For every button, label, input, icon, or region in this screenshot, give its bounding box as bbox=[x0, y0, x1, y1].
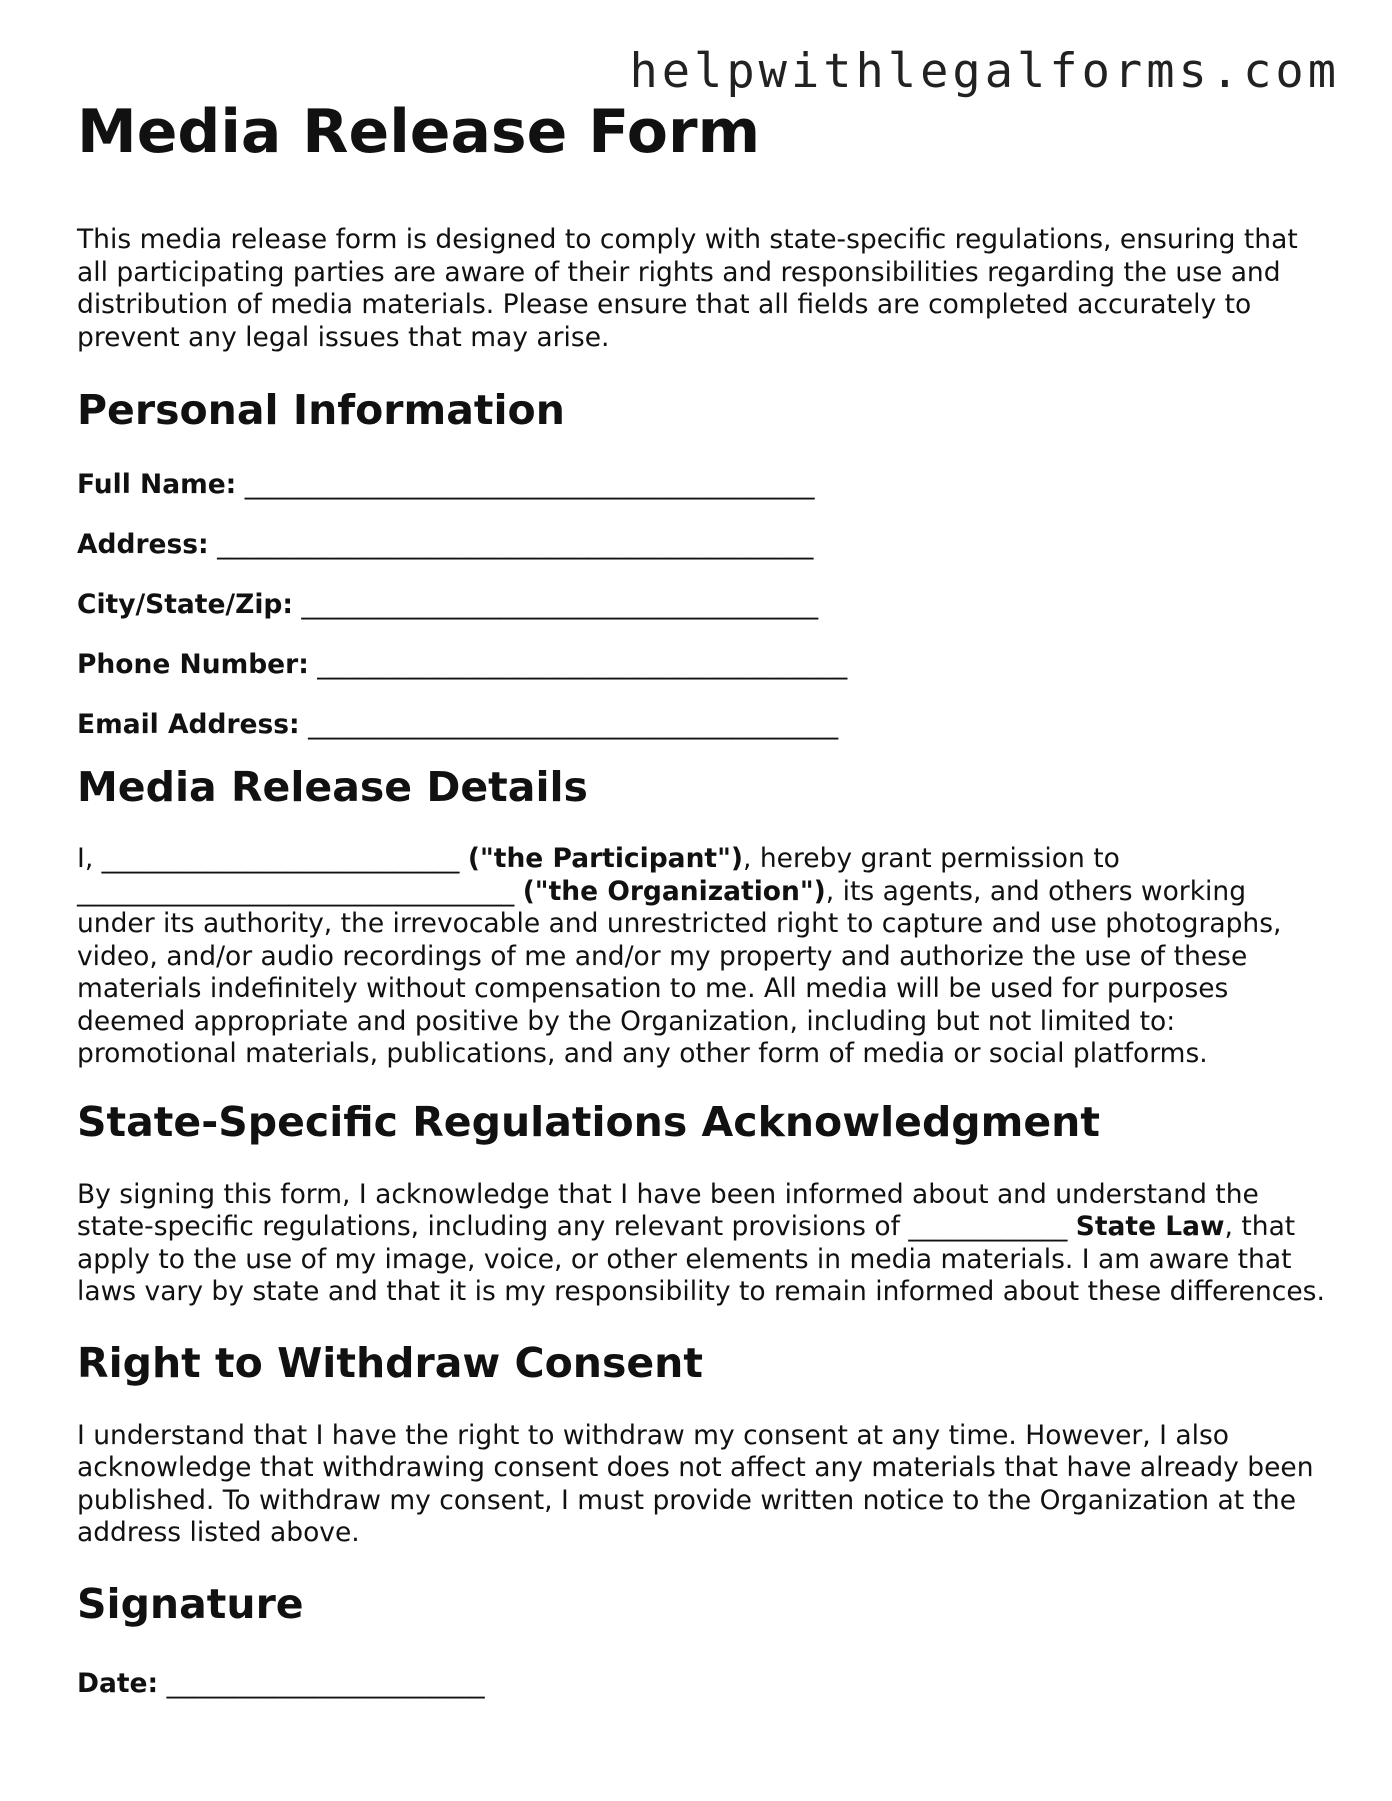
state-law-term: State Law bbox=[1075, 1211, 1225, 1242]
section-heading-state: State-Specific Regulations Acknowledgment bbox=[77, 1097, 1100, 1146]
full-name-field[interactable] bbox=[77, 468, 1327, 528]
participant-name-blank[interactable]: ___________________________ bbox=[101, 843, 460, 874]
state-after: , that apply to the use of my image, voice, or other elements in media materials. I am aware that laws vary by state and that it is my responsibility to remain informed about these differences. bbox=[77, 1211, 1325, 1307]
state-name-blank[interactable]: ____________ bbox=[908, 1211, 1068, 1242]
release-rest: , its agents, and others working under its authority, the irrevocable and unrestricted right to capture and use photographs, video, and/or audio recordings of me and/or my property and authorize the use of these materials indefinitely without compensation to me. All media will be used for purposes deemed appropriate and positive by the Organization, including but not limited to: promotional materials, publications, and any other form of media or social platforms. bbox=[77, 875, 1282, 1069]
address-label: Address: bbox=[77, 529, 209, 560]
phone-number-blank[interactable]: ________________________________________ bbox=[317, 649, 848, 680]
withdraw-paragraph: I understand that I have the right to withdraw my consent at any time. However, I also acknowledge that withdrawing consent does not affect any materials that have already been published. To withdraw my consent, I must provide written notice to the Organization at the address listed above. bbox=[77, 1419, 1314, 1548]
state-paragraph bbox=[77, 1179, 1327, 1309]
state-before: By signing this form, I acknowledge that I have been informed about and understand the state-specific regulations, including any relevant provisions of bbox=[77, 1178, 1259, 1242]
phone-number-field[interactable] bbox=[77, 648, 1327, 708]
release-paragraph bbox=[77, 843, 1327, 1071]
organization-term: ("the Organization") bbox=[522, 875, 826, 907]
phone-number-label: Phone Number: bbox=[77, 649, 309, 680]
email-address-blank[interactable]: ________________________________________ bbox=[308, 709, 839, 740]
full-name-label: Full Name: bbox=[77, 469, 237, 500]
email-address-label: Email Address: bbox=[77, 709, 300, 740]
date-label: Date: bbox=[77, 1667, 159, 1699]
city-state-zip-field[interactable] bbox=[77, 588, 1327, 648]
intro-paragraph: This media release form is designed to comply with state-specific regulations, ensuring that all participating parties are aware of their rights and responsibilities regarding the use and distribution of media materials. Please ensure that all fields are completed accurately to prevent any legal issues that may arise. bbox=[77, 224, 1298, 353]
address-field[interactable] bbox=[77, 528, 1327, 588]
release-prefix: I, bbox=[77, 843, 102, 874]
page-title: Media Release Form bbox=[77, 97, 761, 167]
section-heading-signature: Signature bbox=[77, 1579, 304, 1628]
form-page bbox=[77, 96, 1327, 1727]
release-mid: , hereby grant permission to bbox=[743, 843, 1120, 874]
date-blank[interactable]: ________________________ bbox=[166, 1667, 485, 1699]
date-field[interactable] bbox=[77, 1667, 1327, 1727]
city-state-zip-label: City/State/Zip: bbox=[77, 589, 293, 620]
section-heading-withdraw: Right to Withdraw Consent bbox=[77, 1338, 703, 1387]
organization-name-blank[interactable]: _________________________________ bbox=[77, 875, 515, 907]
address-blank[interactable]: _____________________________________________ bbox=[217, 529, 814, 560]
site-watermark: helpwithlegalforms.com bbox=[629, 44, 1340, 99]
personal-fields bbox=[77, 468, 1327, 768]
email-address-field[interactable] bbox=[77, 708, 1327, 768]
section-heading-personal: Personal Information bbox=[77, 386, 565, 434]
section-heading-release: Media Release Details bbox=[77, 763, 588, 811]
full-name-blank[interactable]: ___________________________________________ bbox=[244, 469, 815, 500]
participant-term: ("the Participant") bbox=[467, 843, 744, 874]
city-state-zip-blank[interactable]: _______________________________________ bbox=[301, 589, 819, 620]
